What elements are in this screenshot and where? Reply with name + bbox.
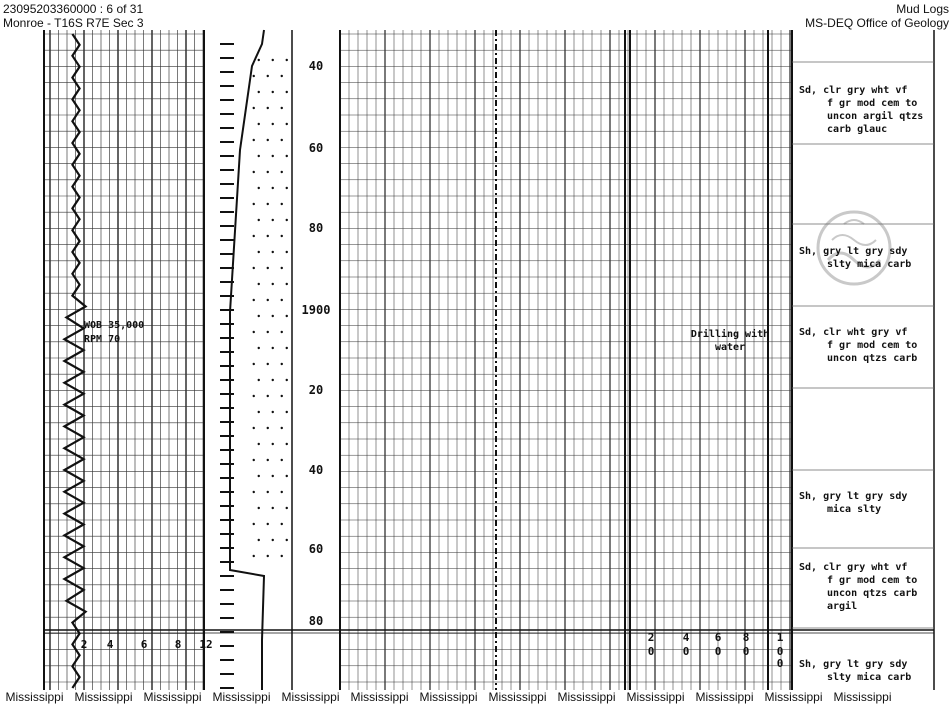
sand-symbol [272, 379, 274, 381]
description-line: f gr mod cem to [827, 575, 918, 586]
sand-symbol [281, 203, 283, 205]
footer-watermark-row [0, 690, 952, 705]
sand-symbol [281, 459, 283, 461]
sand-symbol [258, 91, 260, 93]
sand-symbol [272, 507, 274, 509]
sand-symbol [272, 91, 274, 93]
sand-symbol [253, 555, 255, 557]
sand-symbol [286, 155, 288, 157]
sand-symbol [281, 235, 283, 237]
description-6 [799, 658, 933, 684]
description-line: Sd, clr gry wht vf [799, 562, 908, 573]
sand-symbol [267, 75, 269, 77]
sand-symbol [267, 331, 269, 333]
description-line: uncon qtzs carb [827, 353, 918, 364]
sand-symbol [281, 139, 283, 141]
description-line: Sd, clr gry wht vf [799, 85, 908, 96]
description-5 [799, 561, 933, 613]
sand-symbol [272, 443, 274, 445]
sand-symbol [253, 139, 255, 141]
description-line: f gr mod cem to [827, 340, 918, 351]
sand-symbol [258, 539, 260, 541]
depth-label: 80 [308, 221, 324, 235]
scale-label-right: 4 [682, 631, 690, 644]
description-3 [799, 326, 933, 365]
footer-word: Mississippi [833, 690, 892, 704]
sand-symbol [258, 251, 260, 253]
sand-symbol [281, 299, 283, 301]
sand-symbol [272, 155, 274, 157]
sand-symbol [286, 219, 288, 221]
lithology-boundary [230, 30, 264, 690]
sand-symbol [267, 363, 269, 365]
scale-label-right: 2 [647, 631, 655, 644]
sand-symbol [267, 523, 269, 525]
sand-symbol [258, 379, 260, 381]
sand-symbol [253, 235, 255, 237]
footer-word: Mississippi [764, 690, 823, 704]
description-line: Sh, gry lt gry sdy [799, 246, 908, 257]
sand-symbol [281, 427, 283, 429]
sand-symbol [286, 475, 288, 477]
document-id: 23095203360000 : 6 of 31 [3, 2, 144, 16]
drill-rate-curve [64, 34, 85, 688]
description-4 [799, 490, 933, 516]
depth-label: 20 [308, 383, 324, 397]
footer-word: Mississippi [626, 690, 685, 704]
sand-symbol [267, 299, 269, 301]
sand-symbol [267, 491, 269, 493]
sand-symbol [253, 459, 255, 461]
footer-word: Mississippi [488, 690, 547, 704]
scale-label-left: 8 [174, 638, 182, 651]
description-line: Sd, clr wht gry vf [799, 327, 908, 338]
sand-symbol [258, 219, 260, 221]
depth-labels [302, 59, 331, 628]
sand-symbol [286, 283, 288, 285]
sand-symbol [272, 283, 274, 285]
sand-symbol [253, 395, 255, 397]
scale-label-right: 1 [776, 631, 784, 644]
agency-label: MS-DEQ Office of Geology [805, 16, 949, 30]
footer-word: Mississippi [5, 690, 64, 704]
document-type: Mud Logs [896, 2, 949, 16]
sand-symbol [286, 539, 288, 541]
sand-symbol [281, 171, 283, 173]
sand-symbol [258, 187, 260, 189]
sand-symbol [258, 443, 260, 445]
scale-label-right-extra: 0 [776, 657, 784, 670]
sand-symbol [272, 347, 274, 349]
footer-word: Mississippi [419, 690, 478, 704]
description-line: argil [827, 601, 858, 612]
scale-label-right-zero: 0 [776, 645, 784, 658]
sand-symbol [258, 59, 260, 61]
description-line: uncon argil qtzs [827, 111, 924, 122]
footer-word: Mississippi [143, 690, 202, 704]
gas-grid [340, 30, 792, 690]
description-1 [799, 84, 933, 136]
sand-symbol [253, 491, 255, 493]
sand-symbol [267, 267, 269, 269]
sand-symbol [281, 267, 283, 269]
sand-symbol [286, 315, 288, 317]
sand-symbol [272, 219, 274, 221]
scale-label-left: 2 [80, 638, 88, 651]
sand-symbol [281, 363, 283, 365]
sand-symbol [286, 59, 288, 61]
wob-annotation: WOB 35,000 [84, 320, 145, 331]
depth-label: 60 [308, 141, 324, 155]
description-line: slty mica carb [827, 672, 912, 683]
scale-label-right-zero: 0 [742, 645, 750, 658]
sand-symbol [286, 443, 288, 445]
sand-symbol [253, 331, 255, 333]
sand-symbol [286, 507, 288, 509]
sand-symbol [272, 251, 274, 253]
sand-symbol [281, 75, 283, 77]
footer-word: Mississippi [212, 690, 271, 704]
sand-symbol [286, 347, 288, 349]
description-2 [799, 245, 933, 271]
scale-label-right: 8 [742, 631, 750, 644]
sand-symbol [267, 203, 269, 205]
sand-symbol [286, 91, 288, 93]
description-line: uncon qtzs carb [827, 588, 918, 599]
sand-symbol [258, 347, 260, 349]
sand-symbol [286, 411, 288, 413]
sand-symbol [258, 411, 260, 413]
sand-symbol [272, 123, 274, 125]
sand-symbol [267, 459, 269, 461]
sand-symbol [253, 363, 255, 365]
sand-symbol [281, 395, 283, 397]
sand-symbol [267, 139, 269, 141]
depth-label: 60 [308, 542, 324, 556]
sand-symbol [272, 315, 274, 317]
scale-label-right-zero: 0 [682, 645, 690, 658]
sand-symbol [258, 315, 260, 317]
sand-symbol [281, 107, 283, 109]
description-line: Sh, gry lt gry sdy [799, 659, 908, 670]
description-line: mica slty [827, 504, 882, 515]
depth-label: 40 [308, 59, 324, 73]
description-line: carb glauc [827, 124, 888, 135]
scale-label-left: 4 [106, 638, 114, 651]
footer-word: Mississippi [557, 690, 616, 704]
drilling-note-line1: Drilling with [690, 329, 770, 340]
sand-symbol [286, 379, 288, 381]
sand-symbol [281, 331, 283, 333]
scale-label-right-zero: 0 [714, 645, 722, 658]
sand-symbol [258, 283, 260, 285]
scale-label-left: 6 [140, 638, 148, 651]
depth-label: 40 [308, 463, 324, 477]
sand-symbol [253, 107, 255, 109]
scale-label-right-zero: 0 [647, 645, 655, 658]
sand-symbol [281, 523, 283, 525]
sand-symbol [253, 171, 255, 173]
sand-symbol [267, 235, 269, 237]
sand-symbol [286, 187, 288, 189]
sand-symbol [267, 555, 269, 557]
sand-symbol [281, 491, 283, 493]
sand-symbol [253, 267, 255, 269]
sand-symbol [272, 411, 274, 413]
sand-symbol [286, 251, 288, 253]
sand-symbol [272, 539, 274, 541]
sand-symbol [253, 75, 255, 77]
scale-label-right: 6 [714, 631, 722, 644]
sand-symbol [286, 123, 288, 125]
sand-symbol [267, 171, 269, 173]
sand-symbol [253, 427, 255, 429]
sand-symbol [258, 507, 260, 509]
footer-word: Mississippi [350, 690, 409, 704]
footer-word: Mississippi [281, 690, 340, 704]
description-line: f gr mod cem to [827, 98, 918, 109]
drilling-note-line2: water [714, 342, 746, 353]
depth-label: 80 [308, 614, 324, 628]
description-line: Sh, gry lt gry sdy [799, 491, 908, 502]
sand-symbol [253, 523, 255, 525]
drill-rate-curve-line [64, 34, 85, 688]
sand-symbol [258, 475, 260, 477]
footer-word: Mississippi [74, 690, 133, 704]
sand-symbol [267, 427, 269, 429]
description-line: slty mica carb [827, 259, 912, 270]
rpm-annotation: RPM 70 [84, 334, 121, 345]
sand-symbol [258, 155, 260, 157]
sand-symbol [267, 395, 269, 397]
sand-symbol [258, 123, 260, 125]
sand-symbol [253, 299, 255, 301]
scale-label-left: 12 [199, 638, 213, 651]
sand-symbol [272, 59, 274, 61]
location-label: Monroe - T16S R7E Sec 3 [3, 16, 144, 30]
sand-symbol [281, 555, 283, 557]
footer-word: Mississippi [695, 690, 754, 704]
depth-label: 1900 [301, 303, 331, 317]
sand-symbol [267, 107, 269, 109]
lithology-column [220, 30, 292, 690]
sand-symbol [272, 187, 274, 189]
sand-symbol [272, 475, 274, 477]
sand-symbol [253, 203, 255, 205]
